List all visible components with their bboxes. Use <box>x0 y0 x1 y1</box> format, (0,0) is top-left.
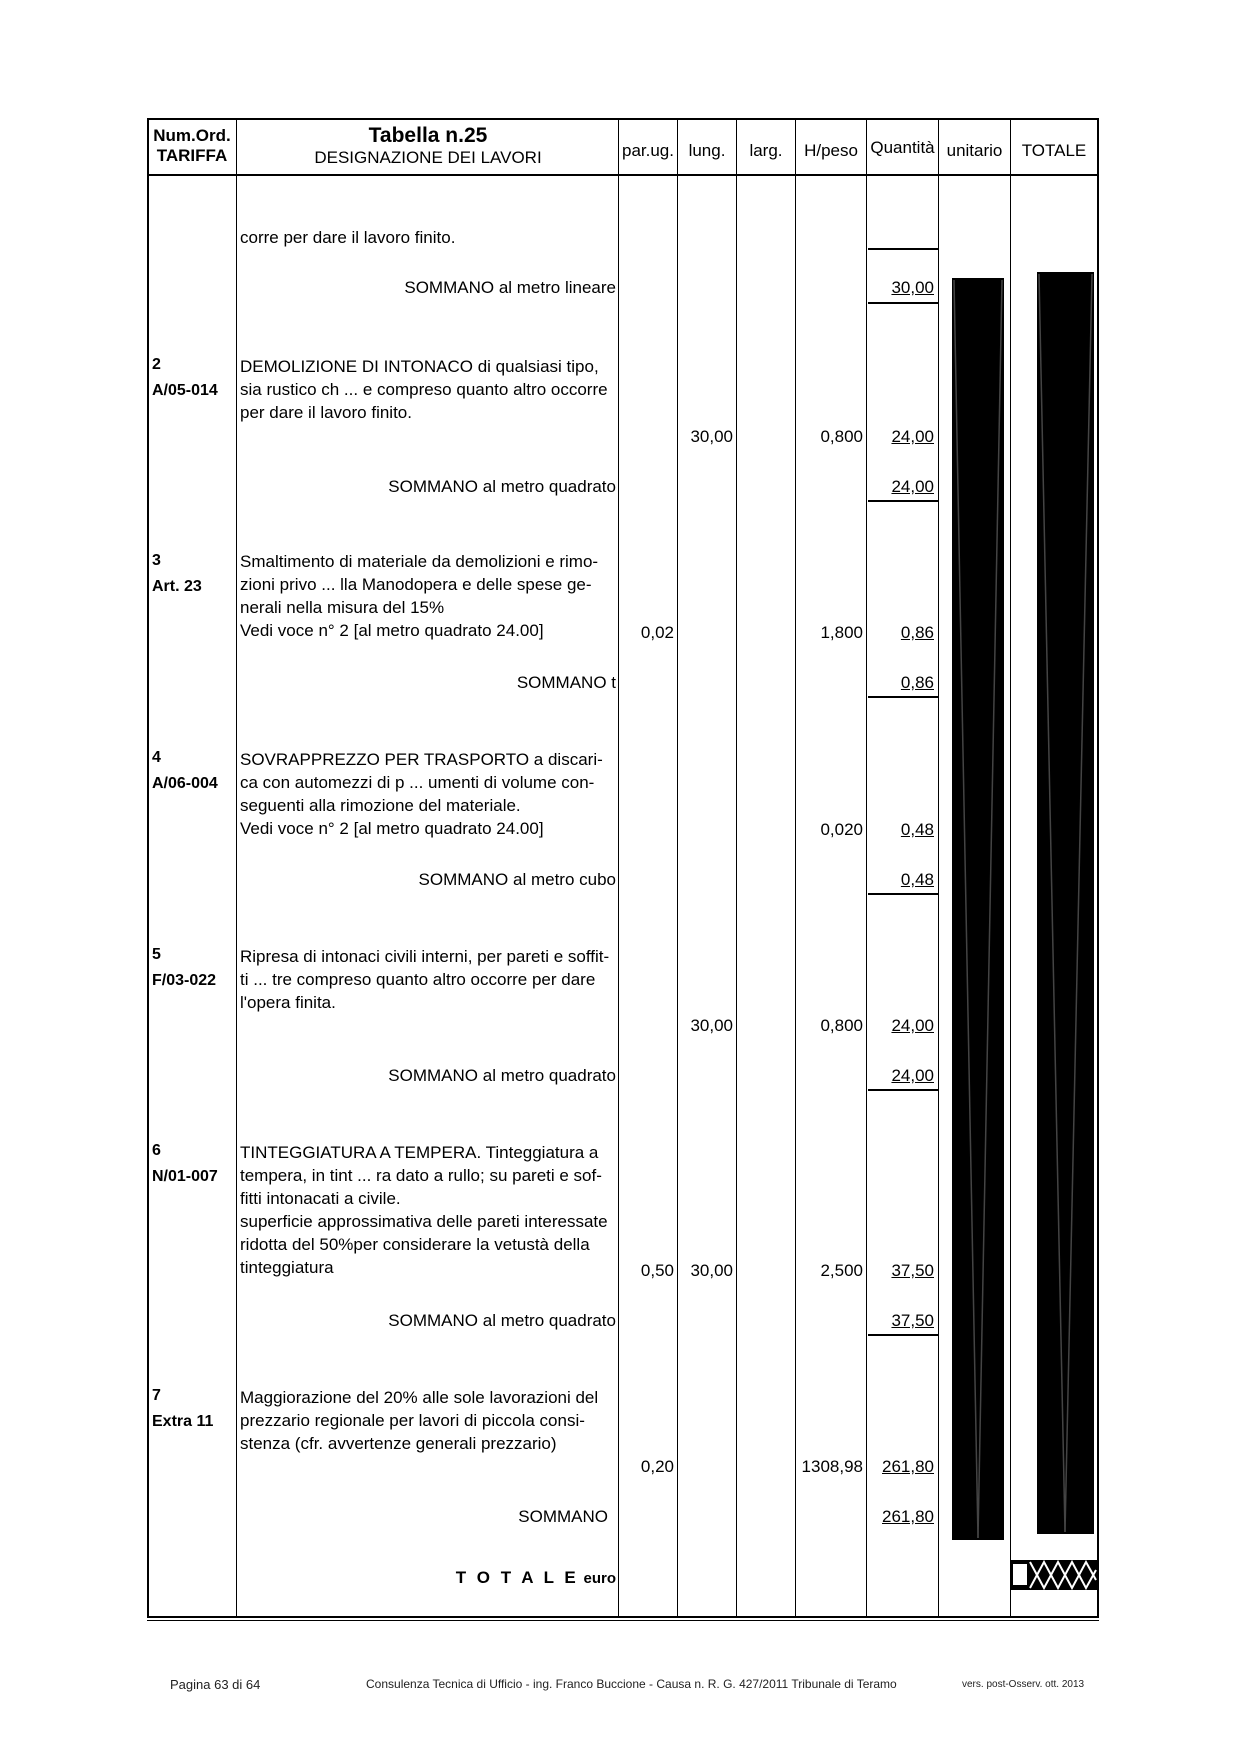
item-tariff: Art. 23 <box>152 578 202 595</box>
carryover-sum-qty: 30,00 <box>891 278 934 297</box>
item-sum-qty: 0,48 <box>900 870 934 889</box>
grand-total-label <box>240 1566 616 1590</box>
qty-rule <box>868 893 938 895</box>
header-lung: lung. <box>688 141 726 160</box>
footer-version: vers. post-Osserv. ott. 2013 <box>962 1679 1085 1690</box>
item-sum-qty: 24,00 <box>891 1066 934 1085</box>
header-numord-label: Num.Ord. <box>153 126 231 145</box>
item-sum-qty: 37,50 <box>891 1311 934 1330</box>
table-subtitle: DESIGNAZIONE DEI LAVORI <box>314 148 542 167</box>
item-code <box>152 942 216 994</box>
item-qty: 0,86 <box>900 623 934 642</box>
item-sum-label: SOMMANO al metro cubo <box>418 870 616 889</box>
carryover-sum-label: SOMMANO al metro lineare <box>404 278 616 297</box>
item-tariff: F/03-022 <box>152 972 217 989</box>
item-lung: 30,00 <box>690 427 733 446</box>
item-tariff: N/01-007 <box>152 1168 218 1185</box>
item-hpeso: 2,500 <box>820 1261 863 1280</box>
qty-rule <box>868 248 938 250</box>
item-sum-label: SOMMANO al metro quadrato <box>388 477 616 496</box>
column-divider <box>938 118 939 1618</box>
item-number: 5 <box>152 946 161 963</box>
item-sum-qty: 0,86 <box>900 673 934 692</box>
item-hpeso: 1308,98 <box>801 1457 863 1476</box>
redacted-grand-total <box>1010 1560 1098 1590</box>
header-separator <box>147 174 1099 176</box>
column-divider <box>795 118 796 1618</box>
column-divider <box>236 118 237 1618</box>
item-sum-label: SOMMANO al metro quadrato <box>388 1311 616 1330</box>
footer-page-number: Pagina 63 di 64 <box>170 1677 261 1692</box>
total-label: T O T A L E <box>455 1568 579 1587</box>
item-qty: 24,00 <box>891 1016 934 1035</box>
item-number: 6 <box>152 1142 161 1159</box>
table-bottom-rule <box>147 1620 1099 1621</box>
qty-rule <box>868 1089 938 1091</box>
footer-document-info: Consulenza Tecnica di Ufficio - ing. Franco Buccione - Causa n. R. G. 427/2011 Tribunale di Teramo <box>366 1677 897 1691</box>
item-number: 2 <box>152 356 161 373</box>
item-parug: 0,20 <box>640 1457 674 1476</box>
item-sum-label: SOMMANO al metro quadrato <box>388 1066 616 1085</box>
item-description: Smaltimento di materiale da demolizioni e rimo- zioni privo ... lla Manodopera e delle spese ge- nerali nella misura del 15% Vedi voce n° 2 [al metro quadrato 24.00] <box>240 552 599 640</box>
carryover-text: corre per dare il lavoro finito. <box>240 228 456 247</box>
redacted-prices <box>940 272 1102 1540</box>
item-hpeso: 0,800 <box>820 427 863 446</box>
item-parug: 0,50 <box>640 1261 674 1280</box>
header-designation <box>238 124 618 168</box>
column-divider <box>618 118 619 1618</box>
header-numord <box>149 126 235 166</box>
column-divider <box>866 118 867 1618</box>
redacted-totale-block <box>1037 272 1094 1534</box>
column-divider <box>677 118 678 1618</box>
header-totale: TOTALE <box>1021 141 1087 160</box>
header-parug: par.ug. <box>622 141 674 160</box>
item-code <box>152 1138 218 1190</box>
item-sum-qty: 261,80 <box>882 1507 934 1526</box>
header-larg: larg. <box>749 141 783 160</box>
total-currency: euro <box>583 1570 616 1587</box>
item-code <box>152 745 218 797</box>
header-quantita: Quantità <box>870 138 935 157</box>
item-description: DEMOLIZIONE DI INTONACO di qualsiasi tipo, sia rustico ch ... e compreso quanto altro occorre per dare il lavoro finito. <box>240 357 608 422</box>
item-number: 7 <box>152 1387 161 1404</box>
item-description: TINTEGGIATURA A TEMPERA. Tinteggiatura a tempera, in tint ... ra dato a rullo; su pareti e sof- fitti intonacati a civile. superficie approssimativa delle pareti interessate ridotta del 50%per considerare la vetustà della tinteggiatura <box>240 1143 608 1277</box>
item-code <box>152 548 202 600</box>
item-sum-qty: 24,00 <box>891 477 934 496</box>
item-number: 3 <box>152 552 161 569</box>
qty-rule <box>868 696 938 698</box>
redacted-unitario-block <box>952 278 1004 1540</box>
item-sum-label: SOMMANO <box>518 1507 608 1526</box>
qty-rule <box>868 302 938 304</box>
item-description: SOVRAPPREZZO PER TRASPORTO a discari- ca con automezzi di p ... umenti di volume con- seguenti alla rimozione del materiale. Vedi voce n° 2 [al metro quadrato 24.00] <box>240 750 603 838</box>
item-qty: 24,00 <box>891 427 934 446</box>
header-unitario: unitario <box>946 141 1003 160</box>
item-description: Ripresa di intonaci civili interni, per pareti e soffit- ti ... tre compreso quanto altro occorre per dare l'opera finita. <box>240 947 610 1012</box>
item-hpeso: 0,800 <box>820 1016 863 1035</box>
item-tariff: A/06-004 <box>152 775 218 792</box>
qty-rule <box>868 1334 938 1336</box>
item-parug: 0,02 <box>640 623 674 642</box>
table-title: Tabella n.25 <box>368 124 488 147</box>
item-description: Maggiorazione del 20% alle sole lavorazioni del prezzario regionale per lavori di piccola consi- stenza (cfr. avvertenze generali prezzario) <box>240 1388 599 1453</box>
item-qty: 261,80 <box>882 1457 934 1476</box>
item-hpeso: 0,020 <box>820 820 863 839</box>
item-tariff: Extra 11 <box>152 1413 214 1430</box>
item-code <box>152 1383 213 1435</box>
item-tariff: A/05-014 <box>152 382 218 399</box>
qty-rule <box>868 500 938 502</box>
header-tariffa-label: TARIFFA <box>156 146 228 165</box>
item-qty: 37,50 <box>891 1261 934 1280</box>
column-divider <box>736 118 737 1618</box>
item-hpeso: 1,800 <box>820 623 863 642</box>
item-code <box>152 352 218 404</box>
item-number: 4 <box>152 749 161 766</box>
item-lung: 30,00 <box>690 1261 733 1280</box>
header-hpeso: H/peso <box>804 141 858 160</box>
item-sum-label: SOMMANO t <box>516 673 616 692</box>
item-lung: 30,00 <box>690 1016 733 1035</box>
item-qty: 0,48 <box>900 820 934 839</box>
